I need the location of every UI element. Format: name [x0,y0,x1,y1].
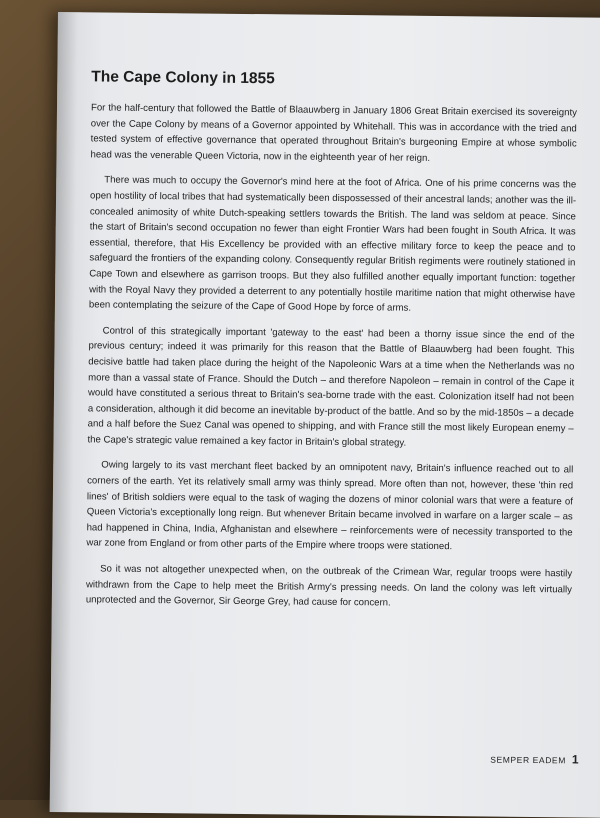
paragraph-5: So it was not altogether unexpected when, on the outbreak of the Crimean War, regular troops were hastily withdrawn from the Cape to help meet the British Army's pressing needs. On land the colony was left virtually unprotected and the Governor, Sir George Grey, had cause for concern. [85,563,573,609]
paragraph-3: Control of this strategically important 'gateway to the east' had been a thorny issue since the end of the previous century; indeed it was primarily for this reason that the Battle of Blaauwberg had been fought. This decisive battle had taken place during the height of the Napoleonic Wars at a time when the Netherlands was no more than a vassal state of France. Should the Dutch – and therefore Napoleon – remain in control of the Cape it would have constituted a serious threat to Britain's sea-borne trade with the east. Colonization itself had not been a consideration, although it did become an inevitable by-product of the battle. And so by the mid-1850s – a decade and a half before the Suez Canal was opened to shipping, and with France still the most likely European enemy – the Cape's strategic value remained a key factor in Britain's global strategy. [87,325,575,449]
running-head: SEMPER EADEM [490,754,566,766]
page-footer [490,752,579,767]
chapter-title: The Cape Colony in 1855 [91,68,275,88]
page-content [86,68,578,623]
paragraph-4: Owing largely to its vast merchant fleet backed by an omnipotent navy, Britain's influence reached out to all corners of the earth. Yet its relatively small army was thinly spread. More often than not, however, these 'thin red lines' of British soldiers were equal to the task of waging the dozens of minor colonial wars that were a feature of Queen Victoria's exceptionally long reign. But whenever Britain became involved in warfare on a larger scale – as had happened in China, India, Afghanistan and elsewhere – reinforcements were of necessity transported to the war zone from England or from other parts of the Empire where troops were stationed. [86,459,574,553]
book-page [50,12,600,818]
paragraph-1: For the half-century that followed the Battle of Blaauwberg in January 1806 Great Britain exercised its sovereignty over the Cape Colony by means of a Governor appointed by Whitehall. This was in accordance with the tried and tested system of effective governance that operated throughout Britain's burgeoning Empire at whose symbolic head was the venerable Queen Victoria, now in the eighteenth year of her reign. [90,102,578,164]
page-number: 1 [571,752,580,767]
paragraph-2: There was much to occupy the Governor's mind here at the foot of Africa. One of his prime concerns was the open hostility of local tribes that had systematically been dispossessed of their ancestral lands; another was the ill-concealed animosity of white Dutch-speaking settlers towards the British. The land was seldom at peace. Since the start of Britain's second occupation no fewer than eight Frontier Wars had been fought in South Africa. It was essential, therefore, that His Excellency be provided with an effective military force to keep the peace and to safeguard the frontiers of the expanding colony. Consequently regular British regiments were routinely stationed in Cape Town and elsewhere as garrison troops. But they also fulfilled another equally important function: together with the Royal Navy they provided a deterrent to any potentially hostile maritime nation that might otherwise have been contemplating the seizure of the Cape of Good Hope by force of arms. [88,174,577,314]
